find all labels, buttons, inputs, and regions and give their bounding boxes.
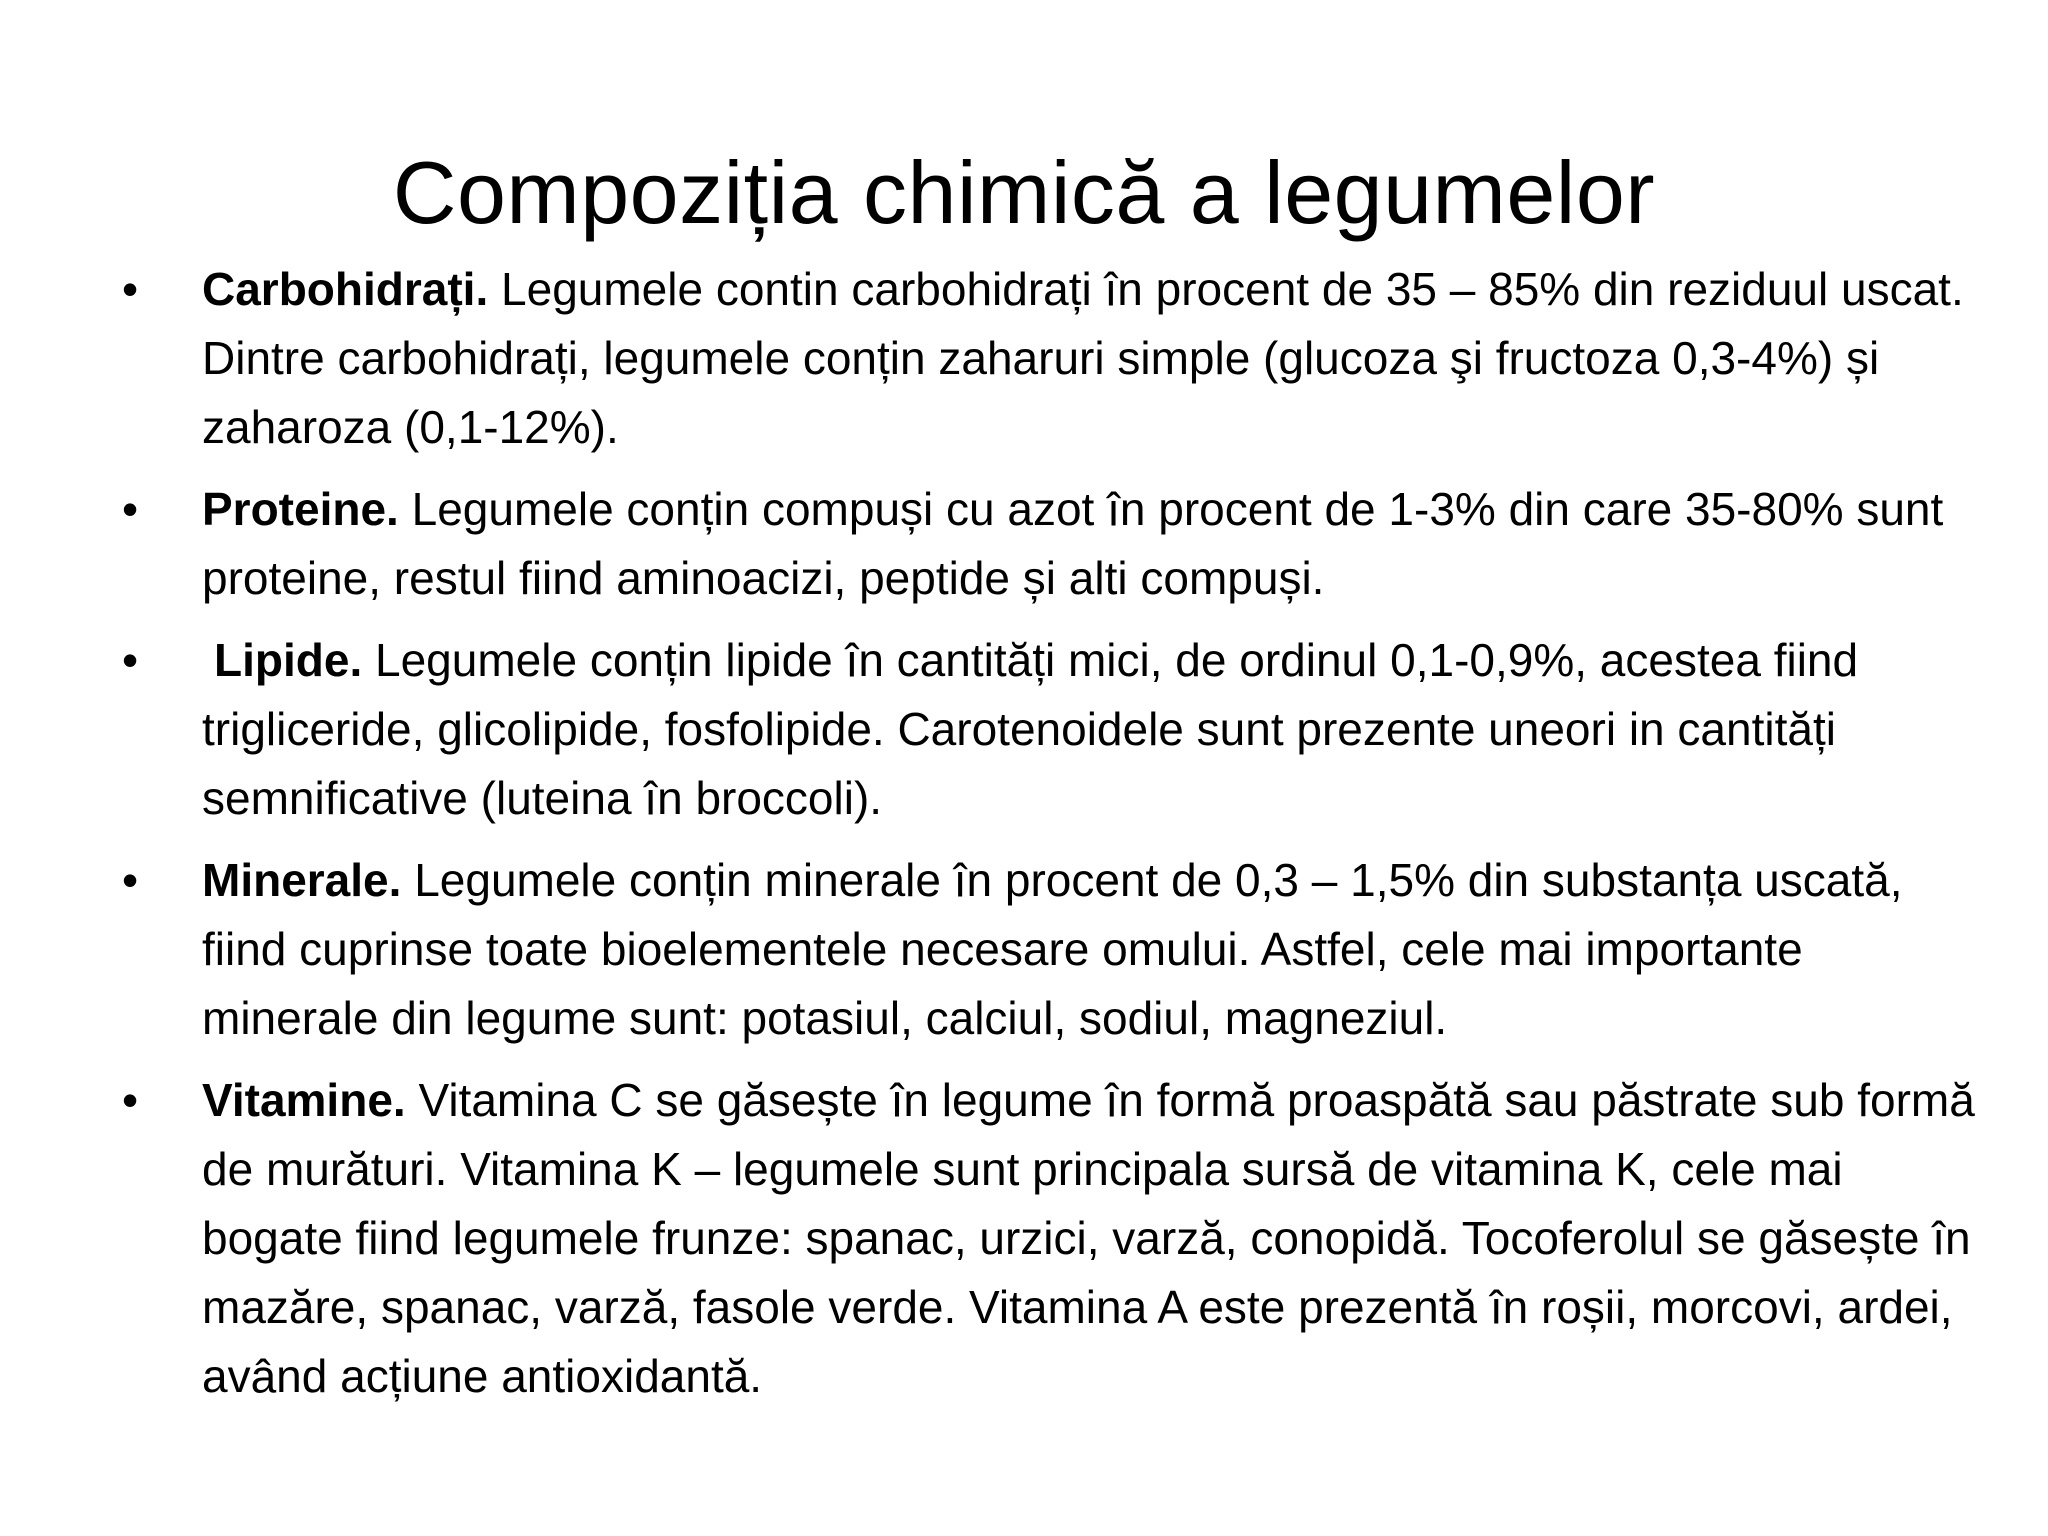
bullet-item-lipide <box>122 626 1982 833</box>
bullet-dot: • <box>122 483 139 535</box>
bullet-text: Legumele conțin lipide în cantități mici, de ordinul 0,1-0,9%, acestea fiind trigliceride, glicolipide, fosfolipide. Carotenoidele sunt prezente uneori in cantități semnificative (luteina în broccoli). <box>202 634 1859 824</box>
bullet-item-minerale <box>122 846 1982 1053</box>
slide-title: Compoziția chimică a legumelor <box>392 143 1656 242</box>
bullet-heading: Minerale. <box>202 854 415 906</box>
bullet-dot: • <box>122 263 139 315</box>
bullet-dot: • <box>122 854 139 906</box>
bullet-item-proteine <box>122 475 1982 613</box>
bullet-text: Legumele conțin minerale în procent de 0,3 – 1,5% din substanța uscată, fiind cuprinse toate bioelementele necesare omului. Astfel, cele mai importante minerale din legume sunt: potasiul, calciul, sodiul, magneziul. <box>202 854 1903 1044</box>
bullet-item-carbohidrati <box>122 255 1982 462</box>
bullet-heading: Lipide. <box>214 634 375 686</box>
bullet-dot: • <box>122 634 139 686</box>
bullet-item-vitamine <box>122 1066 1982 1411</box>
bullet-dot: • <box>122 1074 139 1126</box>
bullet-list <box>122 255 1982 1424</box>
bullet-heading: Vitamine. <box>202 1074 419 1126</box>
bullet-text: Vitamina C se găsește în legume în formă proaspătă sau păstrate sub formă de murături. Vitamina K – legumele sunt principala sursă de vitamina K, cele mai bogate fiind legumele frunze: spanac, urzici, varză, conopidă. Tocoferolul se găsește în mazăre, spanac, varză, fasole verde. Vitamina A este prezentă în roșii, morcovi, ardei, având acțiune antioxidantă. <box>202 1074 1975 1402</box>
bullet-heading: Carbohidrați. <box>202 263 502 315</box>
bullet-text: Legumele conțin compuși cu azot în procent de 1-3% din care 35-80% sunt proteine, restul fiind aminoacizi, peptide și alti compuși. <box>202 483 1944 604</box>
bullet-text: Legumele contin carbohidrați în procent de 35 – 85% din reziduul uscat. Dintre carbohidrați, legumele conțin zaharuri simple (glucoza şi fructoza 0,3-4%) și zaharoza (0,1-12%). <box>202 263 1964 453</box>
bullet-heading: Proteine. <box>202 483 412 535</box>
